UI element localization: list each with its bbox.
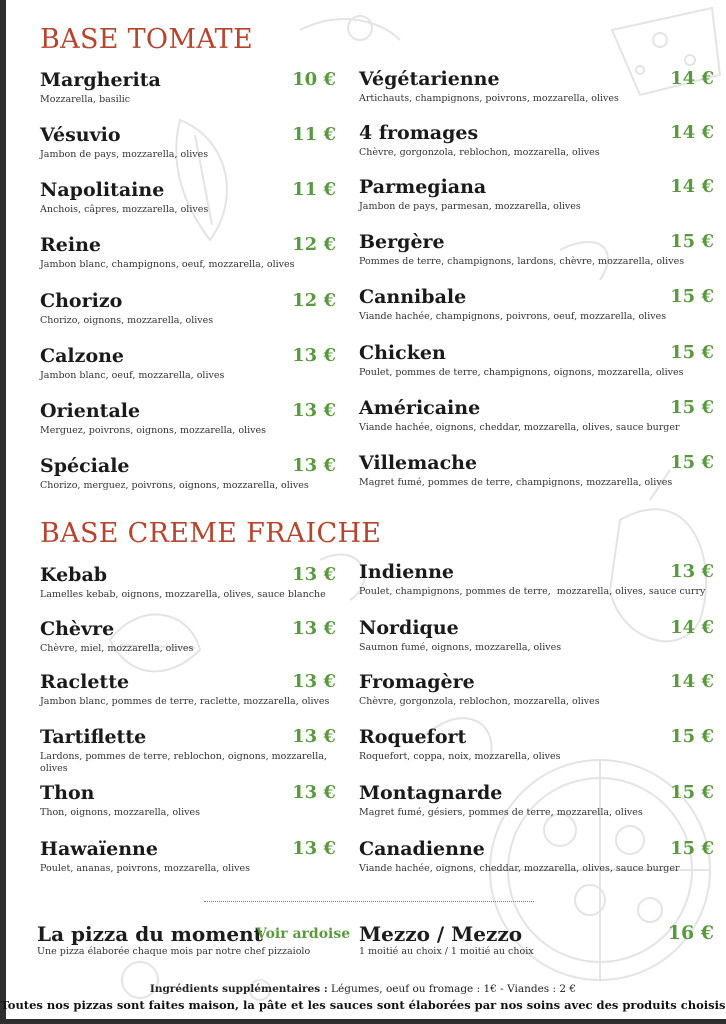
pizza-price: 15 € [670,782,714,803]
pizza-ingredients: Chèvre, gorgonzola, reblochon, mozzarella, olives [359,696,600,707]
pizza-name: Nordique [359,617,459,639]
pizza-price: 15 € [670,231,714,252]
pizza-price: 11 € [292,179,336,200]
pizza-price: 12 € [292,234,336,255]
mezzo-title: Mezzo / Mezzo [359,922,523,946]
pizza-ingredients: Viande hachée, oignons, cheddar, mozzarella, olives, sauce burger [359,422,680,433]
pizza-ingredients: Thon, oignons, mozzarella, olives [40,807,201,818]
pizza-name: Villemache [359,452,478,474]
voir-ardoise-label: Voir ardoise [256,926,351,942]
pizza-name: Calzone [40,345,125,367]
pizza-price: 13 € [292,726,336,747]
pizza-name: Roquefort [359,726,467,748]
pizza-ingredients: Chorizo, merguez, poivrons, oignons, mozzarella, olives [40,480,309,491]
mezzo-price: 16 € [667,922,714,944]
pizza-price: 14 € [670,671,714,692]
pizza-price: 10 € [292,69,336,90]
pizza-name: Parmegiana [359,176,487,198]
pizza-ingredients: Chèvre, miel, mozzarella, olives [40,643,194,654]
pizza-ingredients: Saumon fumé, oignons, mozzarella, olives [359,642,562,653]
pizza-ingredients: Jambon blanc, oeuf, mozzarella, olives [40,370,225,381]
supplements-label: Ingrédients supplémentaires : [149,983,328,995]
pizza-name: Vésuvio [40,124,121,146]
pizza-ingredients: Jambon de pays, mozzarella, olives [40,149,209,160]
pizza-name: Spéciale [40,455,130,477]
pizza-ingredients: Magret fumé, pommes de terre, champignons, mozzarella, olives [359,477,673,488]
homemade-note: Toutes nos pizzas sont faites maison, la pâte et les sauces sont élaborées par nos soins avec des produits choisis [0,998,726,1012]
pizza-name: Indienne [359,561,455,583]
pizza-price: 13 € [292,618,336,639]
pizza-price: 13 € [292,400,336,421]
pizza-price: 15 € [670,397,714,418]
pizza-ingredients: Chorizo, oignons, mozzarella, olives [40,315,214,326]
pizza-ingredients: Jambon blanc, champignons, oeuf, mozzarella, olives [40,259,295,270]
pizza-ingredients: Mozzarella, basilic [40,94,131,105]
pizza-du-moment-title: La pizza du moment [37,922,263,946]
pizza-price: 15 € [670,452,714,473]
pizza-price: 13 € [292,838,336,859]
pizza-ingredients: Poulet, pommes de terre, champignons, oignons, mozzarella, olives [359,367,684,378]
pizza-price: 13 € [292,345,336,366]
supplements-prices: Légumes, oeuf ou fromage : 1€ - Viandes : 2 € [327,983,577,995]
leaf-icon [176,120,227,240]
pizza-ingredients: Lamelles kebab, oignons, mozzarella, olives, sauce blanche [40,589,326,600]
pizza-price: 15 € [670,726,714,747]
pizza-ingredients: Chèvre, gorgonzola, reblochon, mozzarella, olives [359,147,600,158]
pizza-name: Hawaïenne [40,838,158,860]
pizza-ingredients: Merguez, poivrons, oignons, mozzarella, olives [40,425,266,436]
pizza-name: Cannibale [359,286,467,308]
left-border [0,0,6,1024]
pizza-price: 14 € [670,68,714,89]
pizza-price: 13 € [292,455,336,476]
pizza-price: 14 € [670,122,714,143]
pizza-name: Fromagère [359,671,475,693]
pizza-price: 13 € [292,671,336,692]
pizza-name: Reine [40,234,101,256]
pizza-price: 12 € [292,290,336,311]
pizza-price: 13 € [292,782,336,803]
pizza-price: 15 € [670,838,714,859]
section-title-base-tomate: BASE TOMATE [40,24,253,55]
pizza-name: Américaine [359,397,481,419]
pizza-ingredients: Jambon de pays, parmesan, mozzarella, olives [359,201,581,212]
section-title-base-creme-fraiche: BASE CREME FRAICHE [40,518,382,549]
pizza-price: 13 € [670,561,714,582]
pizza-ingredients: Magret fumé, gésiers, pommes de terre, mozzarella, olives [359,807,643,818]
pizza-name: 4 fromages [359,122,479,144]
pizza-ingredients: Artichauts, champignons, poivrons, mozzarella, olives [359,93,619,104]
dotted-divider [204,901,534,902]
pizza-ingredients: Viande hachée, oignons, cheddar, mozzarella, olives, sauce burger [359,863,680,874]
pizza-name: Napolitaine [40,179,165,201]
pizza-ingredients: Pommes de terre, champignons, lardons, chèvre, mozzarella, olives [359,256,685,267]
pizza-name: Orientale [40,400,141,422]
pizza-price: 15 € [670,286,714,307]
pizza-ingredients: Roquefort, coppa, noix, mozzarella, olives [359,751,561,762]
pizza-name: Thon [40,782,95,804]
pizza-ingredients: Jambon blanc, pommes de terre, raclette, mozzarella, olives [40,696,330,707]
pizza-du-moment-description: Une pizza élaborée chaque mois par notre chef pizzaiolo [37,946,311,957]
pizza-price: 15 € [670,342,714,363]
mezzo-description: 1 moitié au choix / 1 moitié au choix [359,946,534,957]
pizza-price: 11 € [292,124,336,145]
pizza-ingredients: Lardons, pommes de terre, reblochon, oignons, mozzarella, olives [40,751,327,774]
pizza-name: Bergère [359,231,445,253]
pizza-name: Margherita [40,69,161,91]
pizza-name: Chorizo [40,290,123,312]
pizza-name: Montagnarde [359,782,503,804]
pizza-name: Kebab [40,564,108,586]
pizza-name: Raclette [40,671,130,693]
pizza-ingredients: Anchois, câpres, mozzarella, olives [40,204,209,215]
pizza-name: Chicken [359,342,446,364]
pizza-name: Canadienne [359,838,485,860]
pizza-name: Tartiflette [40,726,147,748]
pizza-name: Chèvre [40,618,115,640]
pizza-ingredients: Poulet, champignons, pommes de terre, mozzarella, olives, sauce curry [359,586,706,597]
pizza-price: 14 € [670,176,714,197]
pizza-name: Végétarienne [359,68,500,90]
pizza-price: 14 € [670,617,714,638]
pizza-ingredients: Poulet, ananas, poivrons, mozzarella, olives [40,863,251,874]
supplements-note [0,983,726,995]
bottom-border [0,1019,726,1024]
pizza-ingredients: Viande hachée, champignons, poivrons, oeuf, mozzarella, olives [359,311,667,322]
pizza-price: 13 € [292,564,336,585]
